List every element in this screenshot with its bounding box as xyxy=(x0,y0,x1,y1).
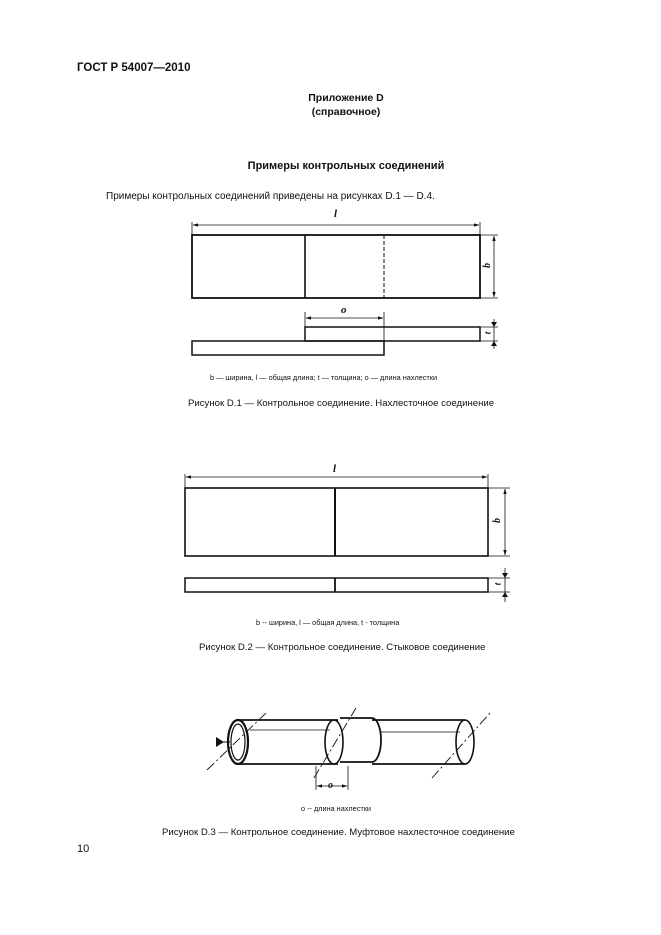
d1-label-t: t xyxy=(482,331,493,335)
page-number: 10 xyxy=(77,843,90,855)
d3-axis-left xyxy=(207,713,266,770)
d1-label-o: o xyxy=(341,304,347,316)
d1-label-l: l xyxy=(334,208,338,220)
d3-legend: o -- длина нахлестки xyxy=(301,804,371,813)
d3-left-tube-inner-end xyxy=(325,720,343,764)
d1-legend: b — ширина, l — общая длина; t — толщина; o — длина нахлестки xyxy=(210,373,438,382)
intro-paragraph: Примеры контрольных соединений приведены на рисунках D.1 — D.4. xyxy=(106,191,435,202)
d2-label-b: b xyxy=(492,518,503,523)
d1-caption: Рисунок D.1 — Контрольное соединение. Нахлесточное соединение xyxy=(188,398,495,409)
annex-title: Примеры контрольных соединений xyxy=(247,160,445,172)
document-standard-number: ГОСТ Р 54007—2010 xyxy=(77,62,191,74)
d2-caption: Рисунок D.2 — Контрольное соединение. Стыковое соединение xyxy=(199,642,486,653)
d3-right-tube-end xyxy=(456,720,474,764)
d2-label-t: t xyxy=(492,582,503,586)
d3-label-o: o xyxy=(328,780,333,791)
d2-label-l: l xyxy=(333,463,337,475)
annex-type: (справочное) xyxy=(311,106,381,118)
d3-caption: Рисунок D.3 — Контрольное соединение. Муфтовое нахлесточное соединение xyxy=(162,827,515,838)
d2-legend: b -- ширина, l — общая длина, t - толщина xyxy=(256,618,400,627)
d1-label-b: b xyxy=(482,263,493,268)
annex-label: Приложение D xyxy=(308,92,384,104)
